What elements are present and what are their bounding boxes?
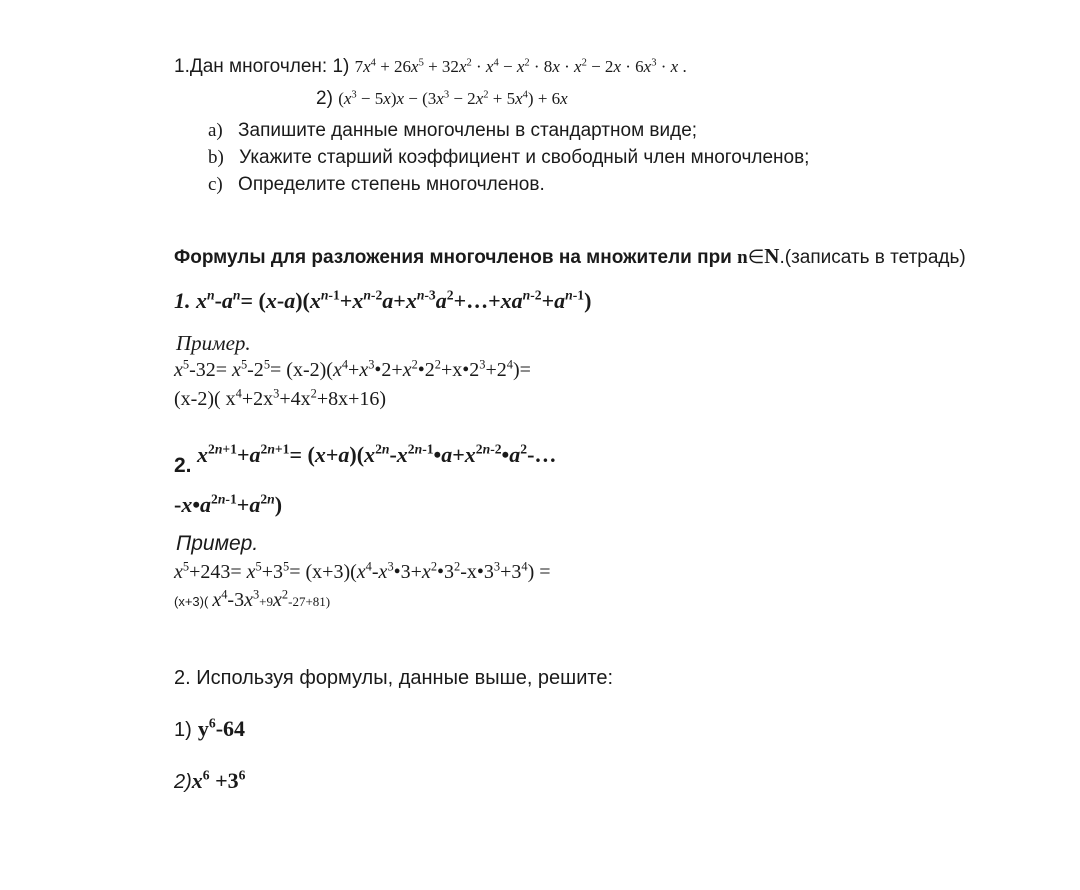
example-2-label: Пример. — [176, 532, 259, 555]
item-a-marker: a) — [208, 120, 223, 141]
formula-2-number: 2. — [174, 454, 192, 477]
formula-2-line-2: $-x•a^{2n-1}+a^{2n}$) — [174, 491, 283, 517]
task1-intro-line — [174, 56, 687, 78]
item-b-marker: b) — [208, 147, 224, 168]
task2-problem-1-number: 1) — [174, 719, 192, 741]
item-b-text: Укажите старший коэффициент и свободный член многочленов; — [239, 147, 810, 168]
task1-item-c — [208, 174, 545, 196]
polynomial-2: $(x^3 - 5x)x - (3x^3 - 2x^2 + 5x^4) + 6x$ — [338, 89, 568, 108]
formulas-heading-in: ∈ — [747, 247, 765, 268]
formula-1-number: 1. — [174, 288, 191, 313]
task2-problem-2-number: 2) — [174, 771, 192, 793]
item-a-text: Запишите данные многочлены в стандартном виде; — [238, 120, 698, 141]
task2-intro: 2. Используя формулы, данные выше, решите: — [174, 667, 614, 689]
example-2-line-2: (x+3)( $x^4-3x^3+9x^2-27+81$) — [174, 587, 331, 611]
task1-item-a — [208, 120, 697, 142]
polynomial-2-label: 2) — [316, 88, 333, 109]
formula-2-line-1: 2. $x^{2n+1}+a^{2n+1}=$ $(x+a)(x^{2n}-x^{2n-1}•a+x^{2n-2}•a^2-\dots$ — [174, 441, 557, 477]
task2-problem-2: $2)x^6 +3^6$ — [174, 767, 246, 793]
task2-problem-1: 1) $y^6-64$ — [174, 715, 246, 741]
example-1-line-2: (x-2)( $x^4+2x^3+4x^2+8x+16$) — [174, 386, 387, 410]
polynomial-2-line — [316, 88, 568, 110]
example-1-label: Пример. — [176, 331, 251, 355]
formula-1: 1. $x^n-a^n=$ $(x-a)(x^{n-1}+x^{n-2}a+x^{n-3}a^2+\dots+xa^{n-2}+a^{n-1})$ — [174, 287, 592, 313]
item-c-marker: c) — [208, 174, 223, 195]
example-2-line-1: $x^5+243= x^5+3^5=$ $(x+3)(x^4-x^3•3+x^2•3^2-x•3^3+3^4)$ = — [174, 559, 551, 583]
formulas-heading-N: N — [764, 244, 780, 268]
formulas-heading-n: n — [737, 247, 748, 268]
item-c-text: Определите степень многочленов. — [238, 174, 545, 195]
task1-intro: 1.Дан многочлен: 1) — [174, 56, 350, 77]
formulas-heading-main: Формулы для разложения многочленов на множители при — [174, 247, 738, 268]
polynomial-1: $7x^4 + 26x^5 + 32x^2 \cdot x^4 - x^2 \cdot 8x \cdot x^2 - 2x \cdot 6x^3 \cdot x$ . — [354, 57, 687, 76]
formulas-heading-tail: .(записать в тетрадь) — [779, 247, 966, 268]
task1-item-b — [208, 147, 809, 169]
example-1-line-1: $x^5-32= x^5-2^5=$ $(x-2)(x^4+x^3•2+x^2•2^2+x•2^3+2^4)=$ — [174, 357, 531, 381]
formulas-heading — [174, 244, 966, 269]
